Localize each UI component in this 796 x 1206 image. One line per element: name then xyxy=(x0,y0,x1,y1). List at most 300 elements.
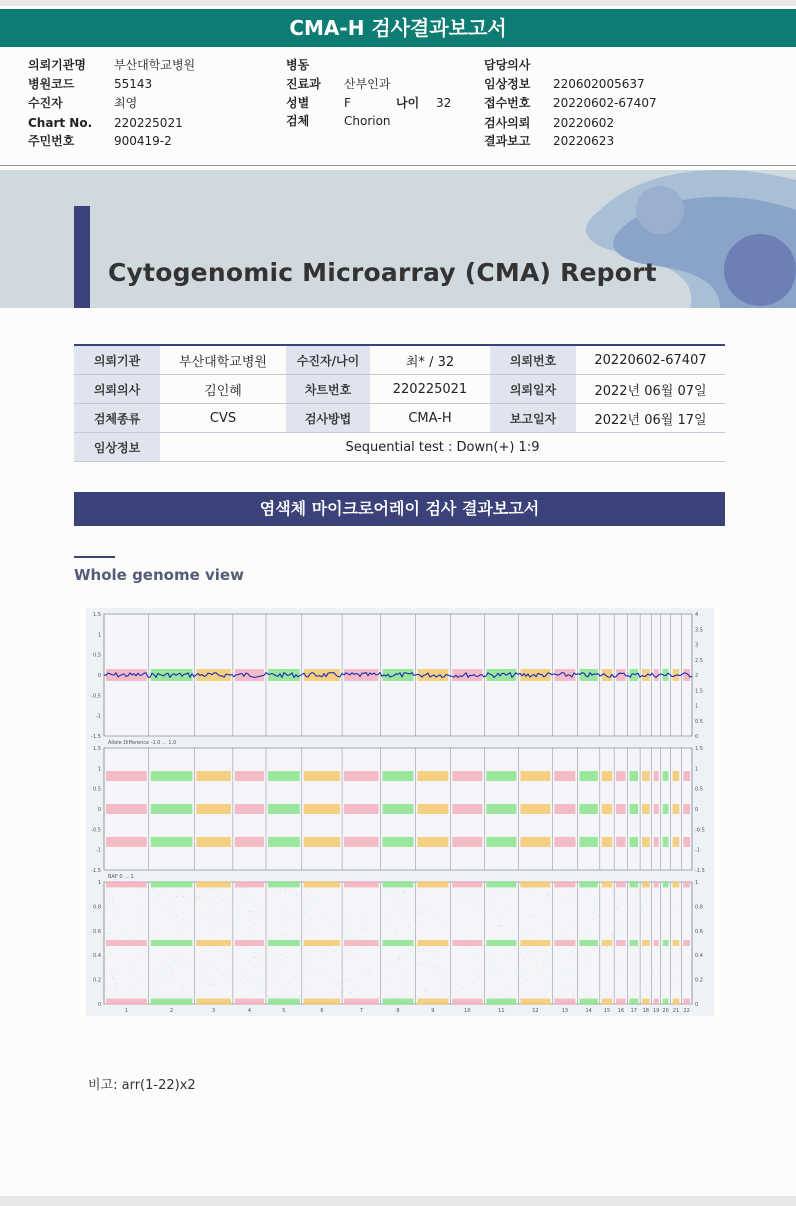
baf-point xyxy=(393,998,394,999)
tick-label: -1.5 xyxy=(91,868,101,874)
data-band xyxy=(663,837,669,847)
baf-point xyxy=(652,963,653,964)
baf-point xyxy=(308,895,309,896)
baf-point xyxy=(390,916,391,917)
tick-label: 0.8 xyxy=(93,904,101,911)
baf-point xyxy=(633,949,634,950)
baf-point xyxy=(234,900,235,901)
data-band xyxy=(654,940,659,946)
chromosome-label: 5 xyxy=(282,1008,286,1014)
baf-point xyxy=(187,885,188,886)
baf-point xyxy=(492,971,493,972)
data-band xyxy=(554,940,575,946)
baf-point xyxy=(144,933,145,934)
baf-point xyxy=(650,959,651,960)
baf-point xyxy=(500,925,501,926)
baf-point xyxy=(345,979,346,980)
baf-point xyxy=(667,927,668,928)
baf-point xyxy=(543,965,544,966)
chromosome-label: 7 xyxy=(359,1008,363,1014)
baf-point xyxy=(688,985,689,986)
info-value: F xyxy=(344,96,351,110)
info-label: 주민번호 xyxy=(28,134,75,148)
baf-point xyxy=(105,920,106,921)
data-band xyxy=(630,940,639,946)
baf-point xyxy=(141,982,142,983)
data-band xyxy=(268,881,300,887)
info-row xyxy=(28,132,172,150)
baf-point xyxy=(105,984,106,985)
baf-point xyxy=(567,1002,568,1003)
baf-point xyxy=(402,989,403,990)
baf-point xyxy=(250,961,251,962)
baf-point xyxy=(223,1001,224,1002)
baf-point xyxy=(480,976,481,977)
baf-point xyxy=(350,951,351,952)
baf-point xyxy=(181,924,182,925)
baf-point xyxy=(213,960,214,961)
bottom-strip xyxy=(0,1196,796,1206)
data-band xyxy=(642,881,650,887)
data-band xyxy=(196,940,230,946)
baf-point xyxy=(478,972,479,973)
baf-point xyxy=(424,990,425,991)
baf-point xyxy=(377,926,378,927)
info-label: 접수번호 xyxy=(484,96,531,110)
baf-point xyxy=(457,885,458,886)
baf-point xyxy=(321,918,322,919)
baf-point xyxy=(647,936,648,937)
baf-point xyxy=(351,992,352,993)
data-band xyxy=(235,837,264,847)
baf-point xyxy=(255,966,256,967)
baf-point xyxy=(637,890,638,891)
baf-point xyxy=(399,957,400,958)
data-band xyxy=(654,837,659,847)
table-header-cell: 검사방법 xyxy=(286,404,370,433)
baf-point xyxy=(557,1000,558,1001)
baf-point xyxy=(303,899,304,900)
baf-point xyxy=(306,912,307,913)
age-label: 나이 xyxy=(396,96,420,110)
baf-point xyxy=(250,920,251,921)
table-row xyxy=(74,345,725,375)
tick-label: 1.5 xyxy=(93,746,101,752)
baf-point xyxy=(352,957,353,958)
data-band xyxy=(602,669,612,681)
baf-point xyxy=(511,997,512,998)
baf-point xyxy=(152,889,153,890)
baf-point xyxy=(545,983,546,984)
baf-point xyxy=(679,957,680,958)
baf-point xyxy=(192,918,193,919)
baf-point xyxy=(670,910,671,911)
baf-point xyxy=(270,882,271,883)
baf-point xyxy=(462,988,463,989)
baf-point xyxy=(584,963,585,964)
baf-point xyxy=(423,949,424,950)
chromosome-label: 13 xyxy=(561,1008,569,1014)
baf-point xyxy=(201,900,202,901)
baf-point xyxy=(485,913,486,914)
baf-point xyxy=(538,994,539,995)
data-band xyxy=(383,804,414,814)
baf-point xyxy=(246,944,247,945)
baf-point xyxy=(189,1000,190,1001)
data-band xyxy=(106,771,147,781)
data-band xyxy=(106,837,147,847)
baf-point xyxy=(104,952,105,953)
info-row xyxy=(484,114,614,132)
baf-point xyxy=(202,915,203,916)
data-band xyxy=(344,940,378,946)
baf-point xyxy=(360,913,361,914)
tick-label: -0.5 xyxy=(91,693,101,700)
baf-point xyxy=(390,937,391,938)
baf-point xyxy=(517,950,518,951)
baf-point xyxy=(555,910,556,911)
data-band xyxy=(602,837,612,847)
baf-point xyxy=(600,912,601,913)
baf-point xyxy=(176,896,177,897)
baf-point xyxy=(577,980,578,981)
data-band xyxy=(106,999,147,1005)
data-band xyxy=(602,771,612,781)
baf-point xyxy=(367,970,368,971)
data-band xyxy=(579,940,597,946)
baf-point xyxy=(487,957,488,958)
baf-point xyxy=(382,893,383,894)
baf-point xyxy=(179,895,180,896)
baf-point xyxy=(297,895,298,896)
data-band xyxy=(683,771,690,781)
baf-point xyxy=(191,940,192,941)
baf-point xyxy=(347,928,348,929)
baf-point xyxy=(195,899,196,900)
baf-point xyxy=(278,960,279,961)
data-band xyxy=(486,771,516,781)
data-band xyxy=(151,881,193,887)
baf-point xyxy=(467,940,468,941)
baf-point xyxy=(573,995,574,996)
baf-point xyxy=(108,932,109,933)
tick-label: 0.2 xyxy=(93,977,101,984)
baf-point xyxy=(284,923,285,924)
table-cell: 220225021 xyxy=(370,375,490,404)
baf-point xyxy=(361,936,362,937)
baf-point xyxy=(613,895,614,896)
baf-point xyxy=(282,989,283,990)
data-band xyxy=(520,837,550,847)
baf-point xyxy=(554,968,555,969)
age-value: 32 xyxy=(436,96,452,110)
data-band xyxy=(304,881,340,887)
table-cell: 2022년 06월 07일 xyxy=(576,375,725,404)
data-band xyxy=(616,999,625,1005)
table-cell: 김인혜 xyxy=(160,375,286,404)
info-value: 900419-2 xyxy=(114,134,172,148)
tick-label: 0 xyxy=(97,1002,101,1008)
baf-point xyxy=(600,980,601,981)
baf-point xyxy=(474,893,475,894)
baf-point xyxy=(134,989,135,990)
section-title: 염색체 마이크로어레이 검사 결과보고서 xyxy=(74,492,725,526)
baf-point xyxy=(355,998,356,999)
baf-point xyxy=(362,945,363,946)
panel-label: BAF 0 ... 1 xyxy=(108,874,134,880)
data-band xyxy=(520,881,550,887)
baf-point xyxy=(618,970,619,971)
baf-point xyxy=(182,990,183,991)
baf-point xyxy=(403,883,404,884)
baf-point xyxy=(423,964,424,965)
baf-point xyxy=(257,980,258,981)
baf-point xyxy=(666,1002,667,1003)
baf-point xyxy=(375,884,376,885)
data-band xyxy=(616,837,625,847)
baf-point xyxy=(345,939,346,940)
baf-point xyxy=(678,905,679,906)
tick-label: 0.5 xyxy=(93,786,101,793)
baf-point xyxy=(286,962,287,963)
baf-point xyxy=(637,932,638,933)
info-row xyxy=(286,56,344,74)
baf-point xyxy=(254,957,255,958)
baf-point xyxy=(176,915,177,916)
baf-point xyxy=(516,977,517,978)
baf-point xyxy=(433,967,434,968)
baf-point xyxy=(209,930,210,931)
baf-point xyxy=(295,943,296,944)
data-band xyxy=(452,804,482,814)
baf-point xyxy=(468,948,469,949)
report-banner xyxy=(0,170,796,308)
data-band xyxy=(268,837,300,847)
baf-point xyxy=(566,937,567,938)
baf-point xyxy=(650,904,651,905)
baf-point xyxy=(638,947,639,948)
info-label: 수진자 xyxy=(28,96,63,110)
baf-point xyxy=(299,944,300,945)
baf-point xyxy=(578,898,579,899)
tick-label: 2 xyxy=(695,673,699,679)
baf-point xyxy=(254,923,255,924)
info-row xyxy=(484,75,645,93)
baf-point xyxy=(646,997,647,998)
baf-point xyxy=(503,915,504,916)
baf-point xyxy=(659,925,660,926)
baf-point xyxy=(407,975,408,976)
baf-point xyxy=(537,966,538,967)
data-band xyxy=(663,771,669,781)
baf-point xyxy=(243,976,244,977)
baf-point xyxy=(594,904,595,905)
panel-label: Allele Difference -1.0 ... 1.0 xyxy=(108,740,177,746)
baf-point xyxy=(117,909,118,910)
baf-point xyxy=(107,893,108,894)
data-band xyxy=(673,940,680,946)
data-band xyxy=(520,940,550,946)
baf-point xyxy=(611,935,612,936)
baf-point xyxy=(139,904,140,905)
baf-point xyxy=(167,976,168,977)
data-band xyxy=(663,881,669,887)
report-title: Cytogenomic Microarray (CMA) Report xyxy=(108,258,657,287)
baf-point xyxy=(236,922,237,923)
chromosome-label: 17 xyxy=(630,1008,638,1014)
data-band xyxy=(304,804,340,814)
baf-point xyxy=(575,939,576,940)
baf-point xyxy=(218,891,219,892)
baf-point xyxy=(281,955,282,956)
baf-point xyxy=(408,926,409,927)
data-band xyxy=(486,940,516,946)
baf-point xyxy=(137,977,138,978)
chromosome-label: 9 xyxy=(431,1008,435,1014)
data-band xyxy=(383,940,414,946)
baf-point xyxy=(154,990,155,991)
baf-point xyxy=(353,884,354,885)
data-band xyxy=(486,804,516,814)
table-header-cell: 차트번호 xyxy=(286,375,370,404)
baf-point xyxy=(387,981,388,982)
table-cell: CMA-H xyxy=(370,404,490,433)
baf-point xyxy=(546,992,547,993)
baf-point xyxy=(196,896,197,897)
baf-point xyxy=(393,911,394,912)
data-band xyxy=(417,881,448,887)
baf-point xyxy=(106,957,107,958)
baf-point xyxy=(116,1002,117,1003)
baf-point xyxy=(377,900,378,901)
baf-point xyxy=(495,967,496,968)
baf-point xyxy=(684,980,685,981)
data-band xyxy=(417,837,448,847)
baf-point xyxy=(106,909,107,910)
data-band xyxy=(196,837,230,847)
baf-point xyxy=(556,963,557,964)
baf-point xyxy=(115,983,116,984)
baf-point xyxy=(582,992,583,993)
baf-point xyxy=(338,981,339,982)
baf-point xyxy=(391,923,392,924)
data-band xyxy=(268,999,300,1005)
baf-point xyxy=(419,894,420,895)
baf-point xyxy=(236,977,237,978)
baf-point xyxy=(109,902,110,903)
baf-point xyxy=(661,954,662,955)
baf-point xyxy=(296,894,297,895)
baf-point xyxy=(332,926,333,927)
data-band xyxy=(452,999,482,1005)
baf-point xyxy=(391,962,392,963)
baf-point xyxy=(489,905,490,906)
chromosome-label: 4 xyxy=(247,1008,252,1014)
data-band xyxy=(683,804,690,814)
baf-point xyxy=(591,954,592,955)
baf-point xyxy=(592,919,593,920)
baf-point xyxy=(438,917,439,918)
baf-point xyxy=(442,921,443,922)
baf-point xyxy=(174,912,175,913)
baf-point xyxy=(591,1000,592,1001)
baf-point xyxy=(465,947,466,948)
baf-point xyxy=(612,934,613,935)
tick-label: 1.5 xyxy=(695,688,703,695)
whole-genome-plot xyxy=(86,608,714,1016)
baf-point xyxy=(165,939,166,940)
data-band xyxy=(417,771,448,781)
data-band xyxy=(520,771,550,781)
baf-point xyxy=(188,965,189,966)
data-band xyxy=(616,940,625,946)
data-band xyxy=(616,881,625,887)
baf-point xyxy=(226,1001,227,1002)
baf-point xyxy=(489,945,490,946)
baf-point xyxy=(247,888,248,889)
tick-label: 1 xyxy=(97,632,101,639)
baf-point xyxy=(263,954,264,955)
tick-label: 0 xyxy=(695,807,699,813)
baf-point xyxy=(539,938,540,939)
baf-point xyxy=(113,902,114,903)
tick-label: -1.5 xyxy=(91,734,101,740)
tick-label: 0.4 xyxy=(695,953,703,960)
baf-point xyxy=(140,885,141,886)
baf-point xyxy=(292,885,293,886)
baf-point xyxy=(576,925,577,926)
baf-point xyxy=(568,986,569,987)
baf-point xyxy=(545,951,546,952)
data-band xyxy=(579,804,597,814)
baf-point xyxy=(160,971,161,972)
baf-point xyxy=(644,893,645,894)
baf-point xyxy=(658,971,659,972)
chromosome-label: 2 xyxy=(169,1008,174,1014)
baf-point xyxy=(349,918,350,919)
baf-point xyxy=(445,947,446,948)
baf-point xyxy=(198,898,199,899)
baf-point xyxy=(534,915,535,916)
data-band xyxy=(383,999,414,1005)
remark-text: 비고: arr(1-22)x2 xyxy=(88,1078,196,1093)
baf-point xyxy=(122,885,123,886)
baf-point xyxy=(584,938,585,939)
baf-point xyxy=(182,986,183,987)
data-band xyxy=(235,881,264,887)
data-band xyxy=(554,999,575,1005)
baf-point xyxy=(157,945,158,946)
baf-point xyxy=(410,951,411,952)
baf-point xyxy=(552,979,553,980)
info-row xyxy=(286,112,391,130)
data-band xyxy=(520,804,550,814)
baf-point xyxy=(271,895,272,896)
tick-label: 0 xyxy=(97,673,101,679)
baf-point xyxy=(536,886,537,887)
data-band xyxy=(616,804,625,814)
baf-point xyxy=(584,895,585,896)
tick-label: 3 xyxy=(695,642,699,649)
baf-point xyxy=(400,979,401,980)
baf-point xyxy=(208,905,209,906)
data-band xyxy=(383,771,414,781)
table-header-cell: 의뢰번호 xyxy=(490,345,576,375)
baf-point xyxy=(523,958,524,959)
data-band xyxy=(663,999,669,1005)
baf-point xyxy=(299,995,300,996)
data-band xyxy=(344,999,378,1005)
